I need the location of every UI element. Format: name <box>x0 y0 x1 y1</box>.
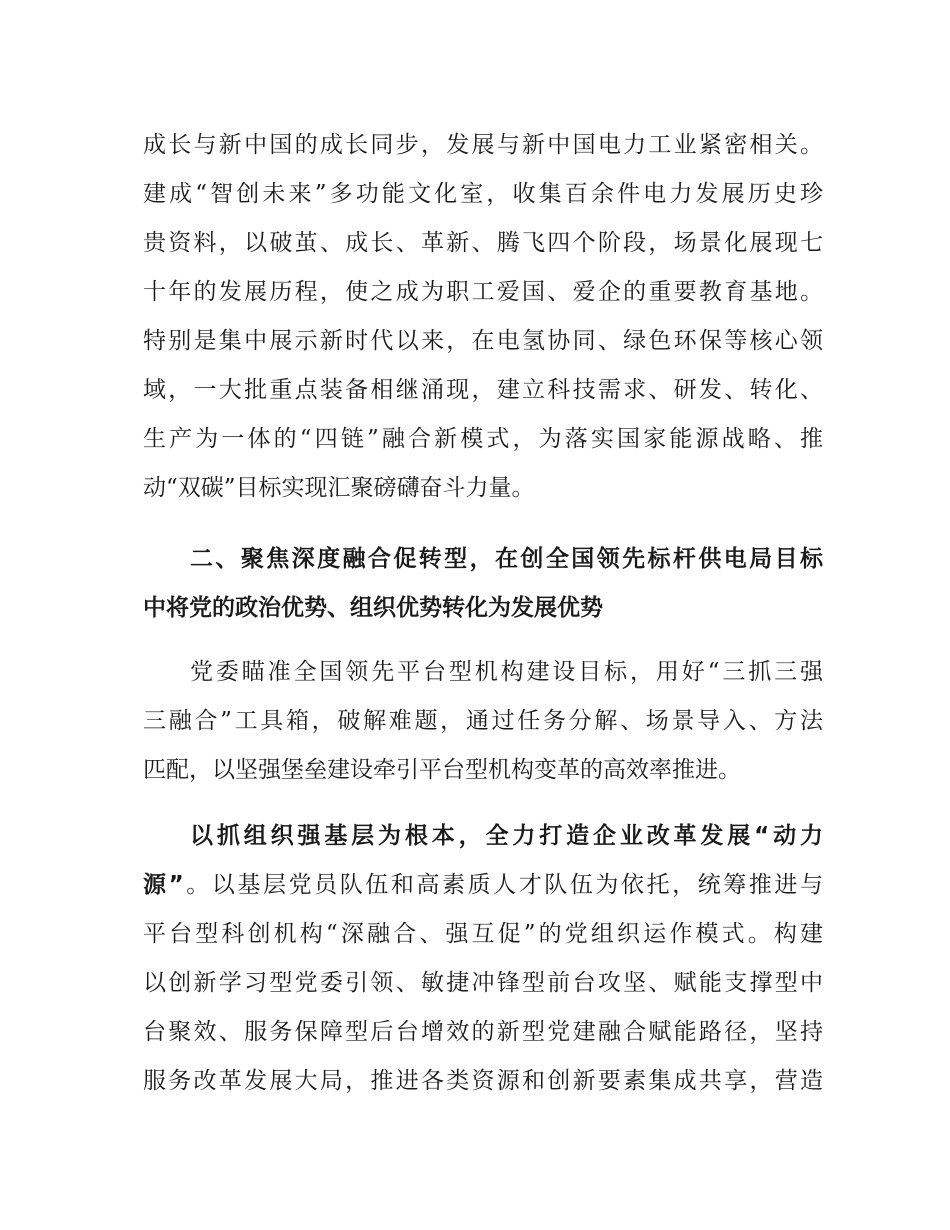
body-text-line: 三融合”工具箱，破解难题，通过任务分解、场景导入、方法 <box>143 708 823 734</box>
body-text-line: 十年的发展历程，使之成为职工爱国、爱企的重要教育基地。 <box>143 279 823 305</box>
body-text-line: 成长与新中国的成长同步，发展与新中国电力工业紧密相关。 <box>143 132 823 158</box>
point-body-start: 。以基层党员队伍和高素质人才队伍为依托，统筹推进与 <box>183 872 824 898</box>
point-lead-line: 以抓组织强基层为根本，全力打造企业改革发展“动力 <box>190 823 823 849</box>
body-text-line: 动“双碳”目标实现汇聚磅礴奋斗力量。 <box>143 475 535 501</box>
section-heading-line: 中将党的政治优势、组织优势转化为发展优势 <box>143 595 603 621</box>
body-text-line: 平台型科创机构“深融合、强互促”的党组织运作模式。构建 <box>143 921 823 947</box>
body-text-line: 特别是集中展示新时代以来，在电氢协同、绿色环保等核心领 <box>143 328 823 354</box>
body-text-line: 生产为一体的“四链”融合新模式，为落实国家能源战略、推 <box>143 426 823 452</box>
body-text-line: 服务改革发展大局，推进各类资源和创新要素集成共享，营造 <box>143 1068 823 1094</box>
body-text-line: 贵资料，以破茧、成长、革新、腾飞四个阶段，场景化展现七 <box>143 230 823 256</box>
body-text-line: 台聚效、服务保障型后台增效的新型党建融合赋能路径，坚持 <box>143 1019 823 1045</box>
body-text-line: 建成“智创未来”多功能文化室，收集百余件电力发展历史珍 <box>143 181 823 207</box>
body-text-line: 域，一大批重点装备相继涌现，建立科技需求、研发、转化、 <box>143 377 823 403</box>
point-mixed-line <box>143 865 823 905</box>
body-text-line: 匹配，以坚强堡垒建设牵引平台型机构变革的高效率推进。 <box>143 757 741 783</box>
body-text-line: 党委瞄准全国领先平台型机构建设目标，用好“三抓三强 <box>190 659 823 685</box>
section-heading-line: 二、聚焦深度融合促转型，在创全国领先标杆供电局目标 <box>190 546 823 572</box>
point-lead-tail: 源” <box>143 872 184 898</box>
body-text-line: 以创新学习型党委引领、敏捷冲锋型前台攻坚、赋能支撑型中 <box>143 970 823 996</box>
